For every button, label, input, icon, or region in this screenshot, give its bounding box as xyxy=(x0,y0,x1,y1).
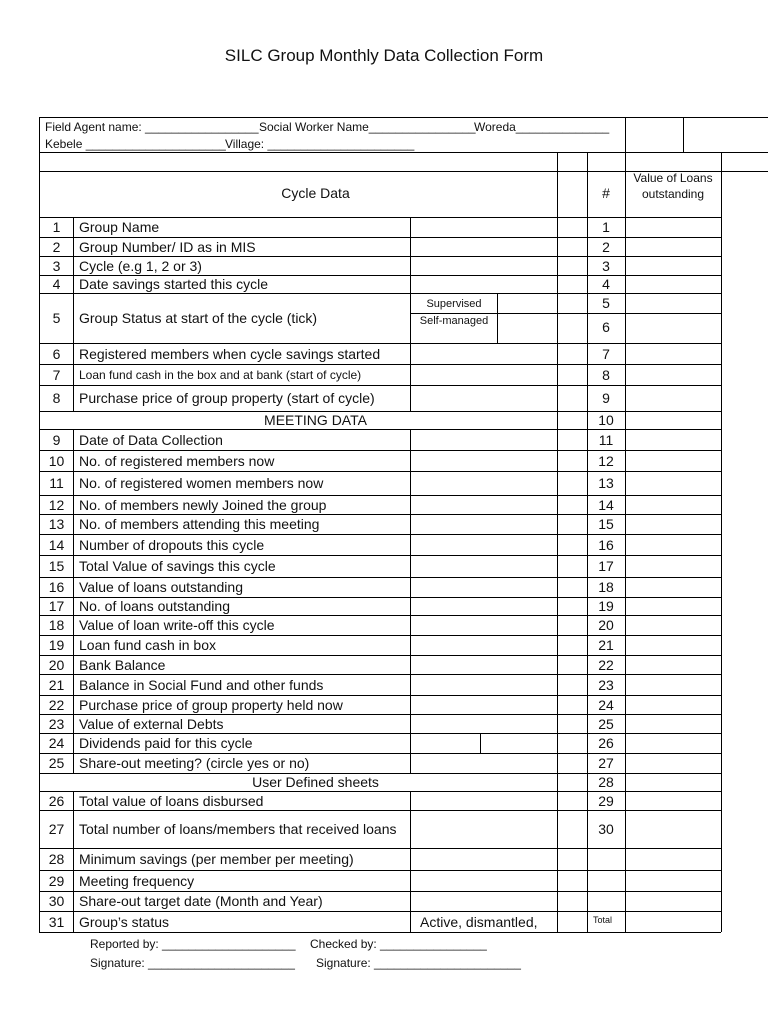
table-rule xyxy=(73,364,74,385)
table-rule xyxy=(39,385,721,386)
table-rule xyxy=(39,733,721,734)
table-rule xyxy=(39,810,721,811)
row-number: 14 xyxy=(598,497,614,513)
table-rule xyxy=(39,911,721,912)
row-number: 10 xyxy=(598,412,614,428)
table-rule xyxy=(39,870,721,871)
row-label: No. of registered members now xyxy=(79,453,275,469)
table-rule xyxy=(39,152,768,153)
table-rule xyxy=(39,848,721,849)
table-rule xyxy=(39,577,721,578)
row-label: Minimum savings (per member per meeting) xyxy=(79,851,354,867)
table-rule xyxy=(73,870,74,891)
row-index: 3 xyxy=(52,258,61,274)
table-rule xyxy=(625,152,626,932)
row-index: 4 xyxy=(52,276,61,292)
table-rule xyxy=(39,695,721,696)
row-label: Loan fund cash in box xyxy=(79,637,216,653)
row-number: 4 xyxy=(602,276,610,292)
self-managed-option[interactable]: Self-managed xyxy=(419,315,489,327)
table-rule xyxy=(39,343,721,344)
table-rule xyxy=(625,117,626,153)
table-rule xyxy=(410,615,411,635)
form-title: SILC Group Monthly Data Collection Form xyxy=(224,46,544,65)
table-rule xyxy=(480,733,481,753)
table-rule xyxy=(410,870,411,891)
row-index: 22 xyxy=(48,697,65,713)
table-rule xyxy=(73,217,74,237)
table-rule xyxy=(73,471,74,495)
table-rule xyxy=(73,495,74,514)
table-rule xyxy=(410,753,411,773)
row-index: 16 xyxy=(48,579,65,595)
table-rule xyxy=(410,495,411,514)
row-number: 15 xyxy=(598,516,614,532)
row-index: 23 xyxy=(48,716,65,732)
village-field[interactable]: Village: ______________________ xyxy=(225,137,415,151)
table-rule xyxy=(39,429,721,430)
table-rule xyxy=(410,256,411,275)
row-index: 6 xyxy=(52,346,61,362)
row-number: 13 xyxy=(598,475,614,491)
row-number: 30 xyxy=(598,821,614,837)
row-label: Value of loan write-off this cycle xyxy=(79,617,275,633)
reported-by-field[interactable]: Reported by: ____________________ xyxy=(90,937,296,951)
table-rule xyxy=(39,891,721,892)
row-number: 21 xyxy=(598,637,614,653)
table-rule xyxy=(73,429,74,450)
row-label: Meeting frequency xyxy=(79,873,195,889)
row-index: 5 xyxy=(52,310,61,326)
row-label: Total Value of savings this cycle xyxy=(79,558,276,574)
table-rule xyxy=(721,152,722,932)
table-rule xyxy=(73,891,74,911)
row-number: 19 xyxy=(598,598,614,614)
total-label: Total xyxy=(593,915,613,925)
row-number: 22 xyxy=(598,657,614,673)
value-of-loans-header: Value of Loans outstanding xyxy=(633,171,713,201)
table-rule xyxy=(410,217,411,237)
table-rule xyxy=(39,615,721,616)
table-rule xyxy=(73,450,74,471)
table-rule xyxy=(73,237,74,256)
checker-signature-field[interactable]: Signature: ______________________ xyxy=(316,956,521,970)
table-rule xyxy=(39,293,721,294)
row-number: 6 xyxy=(602,319,610,335)
row-index: 7 xyxy=(52,367,61,383)
table-rule xyxy=(73,791,74,810)
row-label: Purchase price of group property held now xyxy=(79,697,343,713)
table-rule xyxy=(73,555,74,577)
table-rule xyxy=(73,733,74,753)
table-rule xyxy=(410,237,411,256)
table-rule xyxy=(683,117,684,152)
table-rule xyxy=(73,635,74,655)
table-rule xyxy=(410,577,411,597)
row-number: 26 xyxy=(598,735,614,751)
table-rule xyxy=(73,674,74,695)
row-number: 7 xyxy=(602,346,610,362)
table-rule xyxy=(410,450,411,471)
row-index: 19 xyxy=(48,637,65,653)
table-rule xyxy=(73,385,74,411)
table-rule xyxy=(39,635,721,636)
table-rule xyxy=(39,471,721,472)
table-rule xyxy=(73,256,74,275)
row-label: Date of Data Collection xyxy=(79,432,223,448)
table-rule xyxy=(410,891,411,911)
table-rule xyxy=(73,753,74,773)
table-rule xyxy=(497,293,498,343)
row-number: 29 xyxy=(598,793,614,809)
group-status-options[interactable]: Active, dismantled, xyxy=(420,914,538,930)
row-label: Bank Balance xyxy=(79,657,166,673)
row-index: 31 xyxy=(48,914,65,930)
row-label: No. of registered women members now xyxy=(79,475,324,491)
row-index: 2 xyxy=(52,239,61,255)
table-rule xyxy=(410,635,411,655)
row-index: 24 xyxy=(48,735,65,751)
table-rule xyxy=(39,117,768,118)
row-index: 18 xyxy=(48,617,65,633)
row-number: 2 xyxy=(602,239,610,255)
section-heading: MEETING DATA xyxy=(264,412,367,428)
table-rule xyxy=(410,343,411,364)
field-agent-name-field[interactable]: Field Agent name: _________________ xyxy=(45,120,259,134)
table-rule xyxy=(410,655,411,674)
table-rule xyxy=(73,848,74,870)
row-number: 23 xyxy=(598,677,614,693)
table-rule xyxy=(410,555,411,577)
section-heading: User Defined sheets xyxy=(252,774,379,790)
table-rule xyxy=(73,275,74,293)
row-label: Value of loans outstanding xyxy=(79,579,243,595)
table-rule xyxy=(39,791,721,792)
row-number: 3 xyxy=(602,258,610,274)
row-index: 21 xyxy=(48,677,65,693)
row-index: 30 xyxy=(48,893,65,909)
row-label: Group’s status xyxy=(79,914,170,930)
woreda-field[interactable]: Woreda______________ xyxy=(474,120,610,134)
table-rule xyxy=(410,514,411,534)
row-label: Registered members when cycle savings started xyxy=(79,346,381,362)
table-rule xyxy=(410,911,411,932)
table-rule xyxy=(73,911,74,932)
table-rule xyxy=(73,343,74,364)
table-rule xyxy=(73,615,74,635)
hash-column-header: # xyxy=(602,185,610,201)
table-rule xyxy=(410,674,411,695)
row-label: Balance in Social Fund and other funds xyxy=(79,677,324,693)
table-rule xyxy=(73,695,74,714)
row-index: 29 xyxy=(48,873,65,889)
row-number: 27 xyxy=(598,755,614,771)
table-rule xyxy=(410,385,411,411)
row-label: Dividends paid for this cycle xyxy=(79,735,253,751)
table-rule xyxy=(410,810,411,848)
reporter-signature-field[interactable]: Signature: ______________________ xyxy=(90,956,295,970)
table-rule xyxy=(73,514,74,534)
row-label: Total value of loans disbursed xyxy=(79,793,264,809)
social-worker-name-field[interactable]: Social Worker Name________________ xyxy=(259,120,476,134)
table-rule xyxy=(39,753,721,754)
row-label: Share-out target date (Month and Year) xyxy=(79,893,323,909)
row-index: 1 xyxy=(52,219,61,235)
row-number: 28 xyxy=(598,774,614,790)
row-number: 18 xyxy=(598,579,614,595)
row-index: 15 xyxy=(48,558,65,574)
table-rule xyxy=(39,217,721,218)
row-label: Group Status at start of the cycle (tick) xyxy=(79,310,318,326)
row-number: 5 xyxy=(602,295,610,311)
row-index: 17 xyxy=(48,598,65,614)
table-rule xyxy=(39,364,721,365)
row-label: Share-out meeting? (circle yes or no) xyxy=(79,755,310,771)
table-rule xyxy=(73,577,74,597)
row-label: Total number of loans/members that received loans xyxy=(79,821,397,837)
row-index: 13 xyxy=(48,516,65,532)
table-rule xyxy=(73,655,74,674)
row-index: 12 xyxy=(48,497,65,513)
row-label: Date savings started this cycle xyxy=(79,276,269,292)
row-label: No. of members attending this meeting xyxy=(79,516,320,532)
table-rule xyxy=(410,364,411,385)
row-number: 24 xyxy=(598,697,614,713)
table-rule xyxy=(410,534,411,555)
table-rule xyxy=(39,256,721,257)
table-rule xyxy=(410,848,411,870)
row-index: 9 xyxy=(52,432,61,448)
checked-by-field[interactable]: Checked by: ________________ xyxy=(310,937,487,951)
row-index: 8 xyxy=(52,390,61,406)
row-label: No. of members newly Joined the group xyxy=(79,497,327,513)
table-rule xyxy=(73,534,74,555)
row-label: Loan fund cash in the box and at bank (start of cycle) xyxy=(79,368,362,382)
row-index: 27 xyxy=(48,821,65,837)
row-index: 26 xyxy=(48,793,65,809)
table-rule xyxy=(410,597,411,615)
row-number: 25 xyxy=(598,716,614,732)
row-label: Value of external Debts xyxy=(79,716,224,732)
table-rule xyxy=(410,275,411,293)
row-number: 17 xyxy=(598,558,614,574)
row-number: 9 xyxy=(602,390,610,406)
table-rule xyxy=(410,429,411,450)
row-index: 14 xyxy=(48,537,65,553)
row-number: 16 xyxy=(598,537,614,553)
table-rule xyxy=(39,714,721,715)
row-label: Group Number/ ID as in MIS xyxy=(79,239,256,255)
row-label: Number of dropouts this cycle xyxy=(79,537,265,553)
row-index: 10 xyxy=(48,453,65,469)
table-rule xyxy=(39,674,721,675)
table-rule xyxy=(73,293,74,343)
row-number: 11 xyxy=(598,432,614,448)
kebele-field[interactable]: Kebele _____________________ xyxy=(45,137,226,151)
cycle-data-header: Cycle Data xyxy=(281,185,350,201)
row-label: Group Name xyxy=(79,219,160,235)
table-rule xyxy=(410,695,411,714)
row-index: 25 xyxy=(48,755,65,771)
table-rule xyxy=(410,714,411,733)
table-rule xyxy=(39,237,721,238)
supervised-option[interactable]: Supervised xyxy=(426,298,482,310)
table-rule xyxy=(39,932,721,933)
table-rule xyxy=(73,714,74,733)
row-index: 11 xyxy=(49,475,64,491)
table-rule xyxy=(39,655,721,656)
row-label: Cycle (e.g 1, 2 or 3) xyxy=(79,258,202,274)
table-rule xyxy=(39,514,721,515)
row-number: 12 xyxy=(598,453,614,469)
table-rule xyxy=(410,733,411,753)
table-rule xyxy=(39,450,721,451)
row-number: 1 xyxy=(602,219,610,235)
table-rule xyxy=(39,117,40,152)
table-rule xyxy=(39,555,721,556)
table-rule xyxy=(73,810,74,848)
row-number: 20 xyxy=(598,617,614,633)
table-rule xyxy=(39,495,721,496)
table-rule xyxy=(410,471,411,495)
row-label: Purchase price of group property (start of cycle) xyxy=(79,390,375,406)
row-label: No. of loans outstanding xyxy=(79,598,230,614)
row-index: 20 xyxy=(48,657,65,673)
table-rule xyxy=(557,152,558,932)
row-index: 28 xyxy=(48,851,65,867)
row-number: 8 xyxy=(602,367,610,383)
table-rule xyxy=(73,597,74,615)
table-rule xyxy=(410,791,411,810)
table-rule xyxy=(39,534,721,535)
